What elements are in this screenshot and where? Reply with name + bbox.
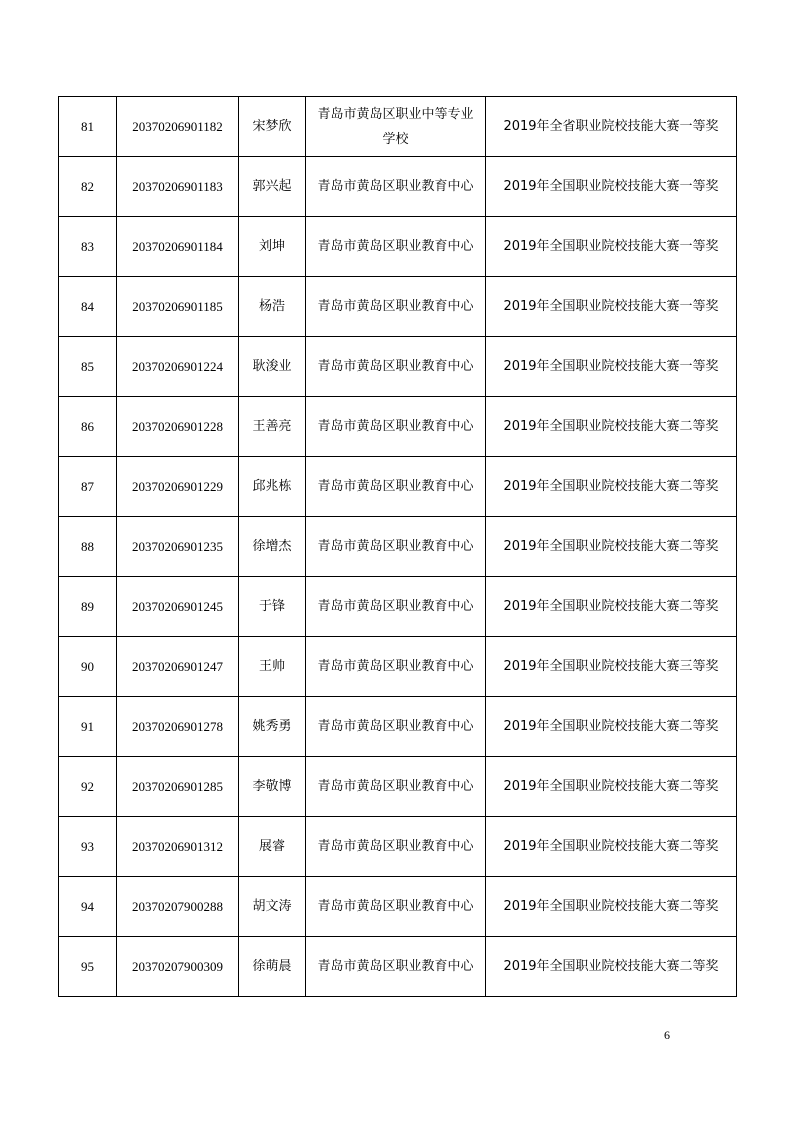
table-row — [59, 157, 737, 217]
school-text: 青岛市黄岛区职业教育中心 — [317, 719, 474, 734]
school-cell — [306, 637, 486, 697]
exam-id-cell: 20370206901278 — [117, 697, 239, 757]
school-text: 青岛市黄岛区职业教育中心 — [317, 539, 474, 554]
award-cell: 2019年全国职业院校技能大赛二等奖 — [486, 397, 737, 457]
award-cell: 2019年全国职业院校技能大赛三等奖 — [486, 637, 737, 697]
table-row — [59, 757, 737, 817]
school-text: 青岛市黄岛区职业教育中心 — [317, 299, 474, 314]
school-cell — [306, 277, 486, 337]
school-text: 青岛市黄岛区职业教育中心 — [317, 779, 474, 794]
exam-id-cell: 20370206901247 — [117, 637, 239, 697]
student-name-cell: 刘坤 — [239, 217, 306, 277]
row-number-cell: 83 — [59, 217, 117, 277]
table-row — [59, 457, 737, 517]
exam-id-cell: 20370206901235 — [117, 517, 239, 577]
award-cell: 2019年全国职业院校技能大赛二等奖 — [486, 517, 737, 577]
award-cell: 2019年全国职业院校技能大赛二等奖 — [486, 937, 737, 997]
student-name-cell: 徐萌晨 — [239, 937, 306, 997]
row-number-cell: 93 — [59, 817, 117, 877]
award-cell: 2019年全国职业院校技能大赛二等奖 — [486, 457, 737, 517]
school-text: 青岛市黄岛区职业教育中心 — [317, 479, 474, 494]
school-cell — [306, 817, 486, 877]
student-name-cell: 邱兆栋 — [239, 457, 306, 517]
school-cell — [306, 97, 486, 157]
school-cell — [306, 217, 486, 277]
school-text: 青岛市黄岛区职业教育中心 — [317, 359, 474, 374]
row-number-cell: 94 — [59, 877, 117, 937]
row-number-cell: 88 — [59, 517, 117, 577]
row-number-cell: 92 — [59, 757, 117, 817]
student-name-cell: 王帅 — [239, 637, 306, 697]
row-number-cell: 87 — [59, 457, 117, 517]
exam-id-cell: 20370206901229 — [117, 457, 239, 517]
award-cell: 2019年全国职业院校技能大赛二等奖 — [486, 577, 737, 637]
student-name-cell: 展睿 — [239, 817, 306, 877]
school-cell — [306, 697, 486, 757]
school-text: 青岛市黄岛区职业教育中心 — [317, 659, 474, 674]
school-text: 青岛市黄岛区职业中等专业学校 — [317, 106, 474, 147]
exam-id-cell: 20370206901183 — [117, 157, 239, 217]
table-row — [59, 277, 737, 337]
award-cell: 2019年全省职业院校技能大赛一等奖 — [486, 97, 737, 157]
school-cell — [306, 877, 486, 937]
exam-id-cell: 20370206901285 — [117, 757, 239, 817]
exam-id-cell: 20370206901245 — [117, 577, 239, 637]
exam-id-cell: 20370206901185 — [117, 277, 239, 337]
award-cell: 2019年全国职业院校技能大赛一等奖 — [486, 337, 737, 397]
exam-id-cell: 20370206901182 — [117, 97, 239, 157]
school-text: 青岛市黄岛区职业教育中心 — [317, 179, 474, 194]
table-row — [59, 517, 737, 577]
awards-table-body — [59, 97, 737, 997]
student-name-cell: 耿浚业 — [239, 337, 306, 397]
school-cell — [306, 397, 486, 457]
award-cell: 2019年全国职业院校技能大赛二等奖 — [486, 877, 737, 937]
award-cell: 2019年全国职业院校技能大赛二等奖 — [486, 817, 737, 877]
award-cell: 2019年全国职业院校技能大赛二等奖 — [486, 757, 737, 817]
table-row — [59, 937, 737, 997]
table-row — [59, 397, 737, 457]
table-row — [59, 637, 737, 697]
table-row — [59, 337, 737, 397]
award-cell: 2019年全国职业院校技能大赛一等奖 — [486, 277, 737, 337]
table-row — [59, 817, 737, 877]
student-name-cell: 杨浩 — [239, 277, 306, 337]
table-row — [59, 97, 737, 157]
table-row — [59, 697, 737, 757]
exam-id-cell: 20370207900288 — [117, 877, 239, 937]
page-number: 6 — [664, 1028, 670, 1042]
school-text: 青岛市黄岛区职业教育中心 — [317, 839, 474, 854]
school-cell — [306, 937, 486, 997]
school-cell — [306, 577, 486, 637]
exam-id-cell: 20370206901228 — [117, 397, 239, 457]
school-cell — [306, 757, 486, 817]
exam-id-cell: 20370206901312 — [117, 817, 239, 877]
row-number-cell: 82 — [59, 157, 117, 217]
school-text: 青岛市黄岛区职业教育中心 — [317, 959, 474, 974]
school-text: 青岛市黄岛区职业教育中心 — [317, 419, 474, 434]
school-text: 青岛市黄岛区职业教育中心 — [317, 239, 474, 254]
row-number-cell: 91 — [59, 697, 117, 757]
row-number-cell: 86 — [59, 397, 117, 457]
school-cell — [306, 157, 486, 217]
exam-id-cell: 20370206901224 — [117, 337, 239, 397]
student-name-cell: 于锋 — [239, 577, 306, 637]
student-name-cell: 胡文涛 — [239, 877, 306, 937]
student-name-cell: 姚秀勇 — [239, 697, 306, 757]
awards-table — [58, 96, 737, 997]
school-cell — [306, 337, 486, 397]
school-text: 青岛市黄岛区职业教育中心 — [317, 899, 474, 914]
row-number-cell: 84 — [59, 277, 117, 337]
school-cell — [306, 457, 486, 517]
table-row — [59, 217, 737, 277]
school-cell — [306, 517, 486, 577]
row-number-cell: 90 — [59, 637, 117, 697]
award-cell: 2019年全国职业院校技能大赛一等奖 — [486, 157, 737, 217]
row-number-cell: 89 — [59, 577, 117, 637]
school-text: 青岛市黄岛区职业教育中心 — [317, 599, 474, 614]
row-number-cell: 81 — [59, 97, 117, 157]
student-name-cell: 王善亮 — [239, 397, 306, 457]
row-number-cell: 85 — [59, 337, 117, 397]
row-number-cell: 95 — [59, 937, 117, 997]
table-row — [59, 877, 737, 937]
student-name-cell: 郭兴起 — [239, 157, 306, 217]
award-cell: 2019年全国职业院校技能大赛二等奖 — [486, 697, 737, 757]
exam-id-cell: 20370206901184 — [117, 217, 239, 277]
student-name-cell: 徐增杰 — [239, 517, 306, 577]
table-row — [59, 577, 737, 637]
student-name-cell: 宋梦欣 — [239, 97, 306, 157]
exam-id-cell: 20370207900309 — [117, 937, 239, 997]
student-name-cell: 李敬博 — [239, 757, 306, 817]
award-cell: 2019年全国职业院校技能大赛一等奖 — [486, 217, 737, 277]
